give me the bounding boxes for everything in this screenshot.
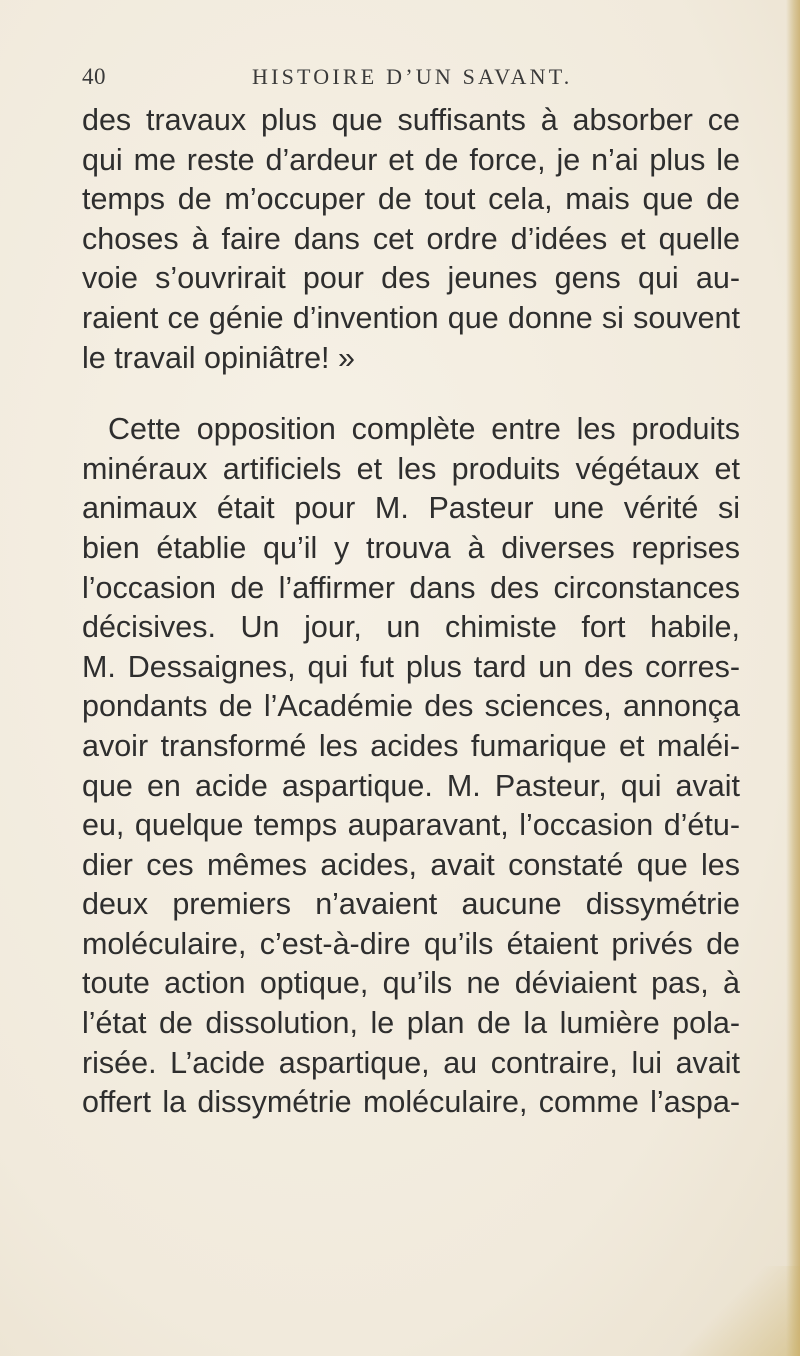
- text-line: que en acide aspartique. M. Pasteur, qui avait: [82, 768, 740, 803]
- text-line: l’occasion de l’affirmer dans des circonstances: [82, 570, 740, 605]
- text-line: des travaux plus que suffisants à absorber ce: [82, 103, 740, 137]
- text-line: qui me reste d’ardeur et de force, je n’ai plus le: [82, 142, 740, 177]
- page-number: 40: [82, 64, 106, 89]
- text-line: risée. L’acide aspartique, au contraire, lui avait: [82, 1045, 740, 1080]
- text-line: minéraux artificiels et les produits végétaux et: [82, 451, 740, 486]
- text-line: choses à faire dans cet ordre d’idées et quelle: [82, 221, 740, 256]
- text-line: temps de m’occuper de tout cela, mais que de: [82, 182, 740, 217]
- paragraph-1: [82, 101, 740, 378]
- page-edge-shadow: [786, 0, 800, 1356]
- text-line: bien établie qu’il y trouva à diverses reprises: [82, 530, 740, 565]
- running-head: [82, 64, 732, 96]
- text-line: voie s’ouvrirait pour des jeunes gens qui au-: [82, 261, 740, 296]
- text-line: animaux était pour M. Pasteur une vérité si: [82, 491, 740, 526]
- paragraph-gap: [82, 378, 740, 410]
- running-title: HISTOIRE D’UN SAVANT.: [252, 64, 573, 89]
- text-line: toute action optique, qu’ils ne déviaient pas, à: [82, 966, 740, 1001]
- text-line: l’état de dissolution, le plan de la lumière pola-: [82, 1006, 740, 1041]
- text-line: deux premiers n’avaient aucune dissymétrie: [82, 887, 740, 922]
- text-line: moléculaire, c’est-à-dire qu’ils étaient privés de: [82, 926, 740, 961]
- text-line: Cette opposition complète entre les produits: [108, 412, 740, 447]
- text-line: eu, quelque temps auparavant, l’occasion d’étu-: [82, 808, 740, 843]
- text-line: décisives. Un jour, un chimiste fort habile,: [82, 610, 740, 645]
- text-line: raient ce génie d’invention que donne si souvent: [82, 300, 740, 335]
- text-line: pondants de l’Académie des sciences, annonça: [82, 689, 740, 724]
- text-line: le travail opiniâtre! »: [82, 340, 355, 375]
- text-line: offert la dissymétrie moléculaire, comme l’aspa-: [82, 1085, 740, 1120]
- text-line: dier ces mêmes acides, avait constaté que les: [82, 847, 740, 882]
- page-corner-stain: [680, 1266, 800, 1356]
- body-text: [82, 101, 740, 1123]
- text-line: M. Dessaignes, qui fut plus tard un des corres-: [82, 649, 740, 684]
- text-line: avoir transformé les acides fumarique et maléi-: [82, 728, 740, 763]
- paragraph-2: [82, 410, 740, 1123]
